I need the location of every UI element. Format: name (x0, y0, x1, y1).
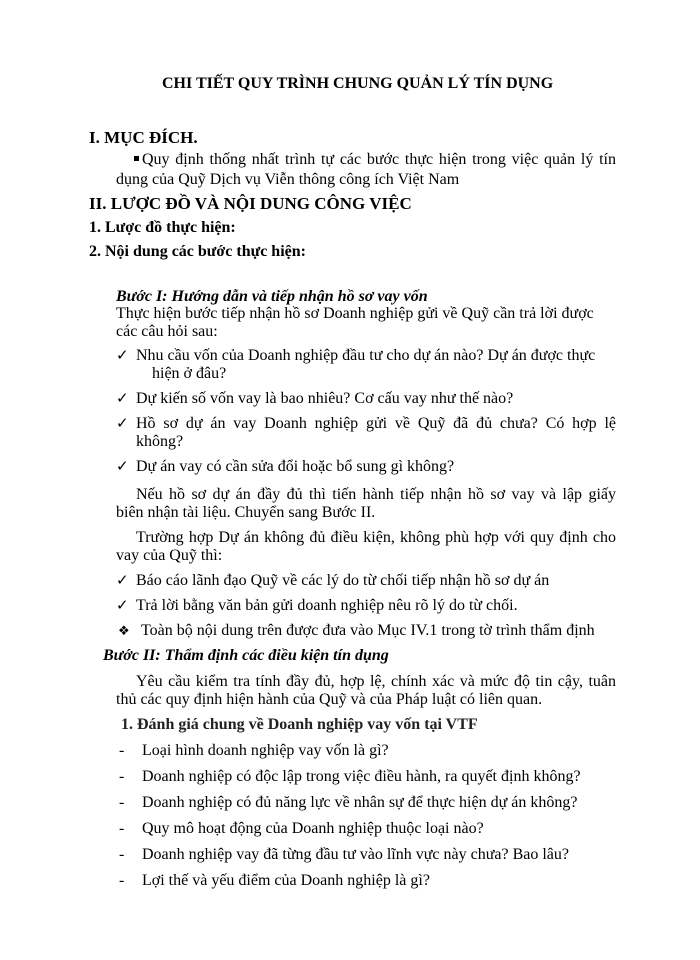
purpose-line-2: dụng của Quỹ Dịch vụ Viễn thông công ích Việt Nam (116, 171, 460, 188)
enterprise-question-6: Lợi thế và yếu điểm của Doanh nghiệp là gì? (142, 872, 430, 889)
question-4: Dự án vay có cần sửa đổi hoặc bổ sung gì không? (136, 458, 455, 475)
step-2-paragraph-line-2: thủ các quy định hiện hành của Quỹ và của Pháp luật có liên quan. (116, 691, 543, 708)
purpose-line-1: Quy định thống nhất trình tự các bước thực hiện trong việc quản lý tín (142, 151, 616, 168)
step-1-paragraph-1-line-1: Nếu hồ sơ dự án đầy đủ thì tiến hành tiếp nhận hồ sơ vay và lập giấy (136, 486, 616, 503)
dash-bullet: - (119, 794, 125, 811)
section-2-heading: II. LƯỢC ĐỒ VÀ NỘI DUNG CÔNG VIỆC (89, 194, 412, 213)
checkmark-icon: ✓ (116, 391, 129, 407)
rejection-item-1: Báo cáo lãnh đạo Quỹ về các lý do từ chối tiếp nhận hồ sơ dự án (136, 572, 550, 589)
question-1-line-2: hiện ở đâu? (152, 365, 227, 382)
enterprise-question-5: Doanh nghiệp vay đã từng đầu tư vào lĩnh vực này chưa? Bao lâu? (142, 846, 570, 863)
step-1-paragraph-1-line-2: biên nhận tài liệu. Chuyển sang Bước II. (116, 504, 376, 521)
checkmark-icon: ✓ (116, 416, 129, 432)
square-bullet-icon (134, 156, 139, 161)
step-2-heading: Bước II: Thẩm định các điều kiện tín dụng (103, 647, 389, 664)
section-1-heading: I. MỤC ĐÍCH. (89, 128, 198, 147)
section-2-item-1: 1. Lược đồ thực hiện: (89, 219, 236, 236)
step-2-paragraph-line-1: Yêu cầu kiểm tra tính đầy đủ, hợp lệ, chính xác và mức độ tin cậy, tuân (136, 673, 616, 690)
question-3-line-2: không? (136, 433, 184, 450)
step-1-paragraph-2-line-2: vay của Quỹ thì: (116, 547, 223, 564)
checkmark-icon: ✓ (116, 459, 129, 475)
dash-bullet: - (119, 820, 125, 837)
step-2-subheading: 1. Đánh giá chung về Doanh nghiệp vay vốn tại VTF (121, 716, 478, 733)
dash-bullet: - (119, 742, 125, 759)
diamond-bullet-icon: ❖ (118, 623, 130, 638)
rejection-item-2: Trả lời bằng văn bản gửi doanh nghiệp nêu rõ lý do từ chối. (136, 597, 518, 614)
dash-bullet: - (119, 846, 125, 863)
checkmark-icon: ✓ (116, 598, 129, 614)
enterprise-question-4: Quy mô hoạt động của Doanh nghiệp thuộc loại nào? (142, 820, 484, 837)
question-3-line-1: Hồ sơ dự án vay Doanh nghiệp gửi về Quỹ đã đủ chưa? Có hợp lệ (136, 415, 616, 432)
dash-bullet: - (119, 872, 125, 889)
question-1-line-1: Nhu cầu vốn của Doanh nghiệp đầu tư cho dự án nào? Dự án được thực (136, 347, 596, 364)
section-2-item-2: 2. Nội dung các bước thực hiện: (89, 243, 306, 260)
checkmark-icon: ✓ (116, 573, 129, 589)
step-1-intro-line-1: Thực hiện bước tiếp nhận hồ sơ Doanh nghiệp gửi về Quỹ cần trả lời được (116, 305, 594, 322)
dash-bullet: - (119, 768, 125, 785)
step-1-paragraph-2-line-1: Trường hợp Dự án không đủ điều kiện, không phù hợp với quy định cho (136, 529, 616, 546)
step-1-note: Toàn bộ nội dung trên được đưa vào Mục IV.1 trong tờ trình thẩm định (141, 622, 595, 639)
document-title: CHI TIẾT QUY TRÌNH CHUNG QUẢN LÝ TÍN DỤNG (162, 75, 554, 92)
step-1-heading: Bước I: Hướng dẫn và tiếp nhận hồ sơ vay vốn (116, 288, 428, 305)
checkmark-icon: ✓ (116, 348, 129, 364)
enterprise-question-1: Loại hình doanh nghiệp vay vốn là gì? (142, 742, 389, 759)
enterprise-question-2: Doanh nghiệp có độc lập trong việc điều hành, ra quyết định không? (142, 768, 581, 785)
step-1-intro-line-2: các câu hỏi sau: (116, 323, 218, 340)
enterprise-question-3: Doanh nghiệp có đủ năng lực về nhân sự để thực hiện dự án không? (142, 794, 578, 811)
question-2: Dự kiến số vốn vay là bao nhiêu? Cơ cấu vay như thế nào? (136, 390, 514, 407)
